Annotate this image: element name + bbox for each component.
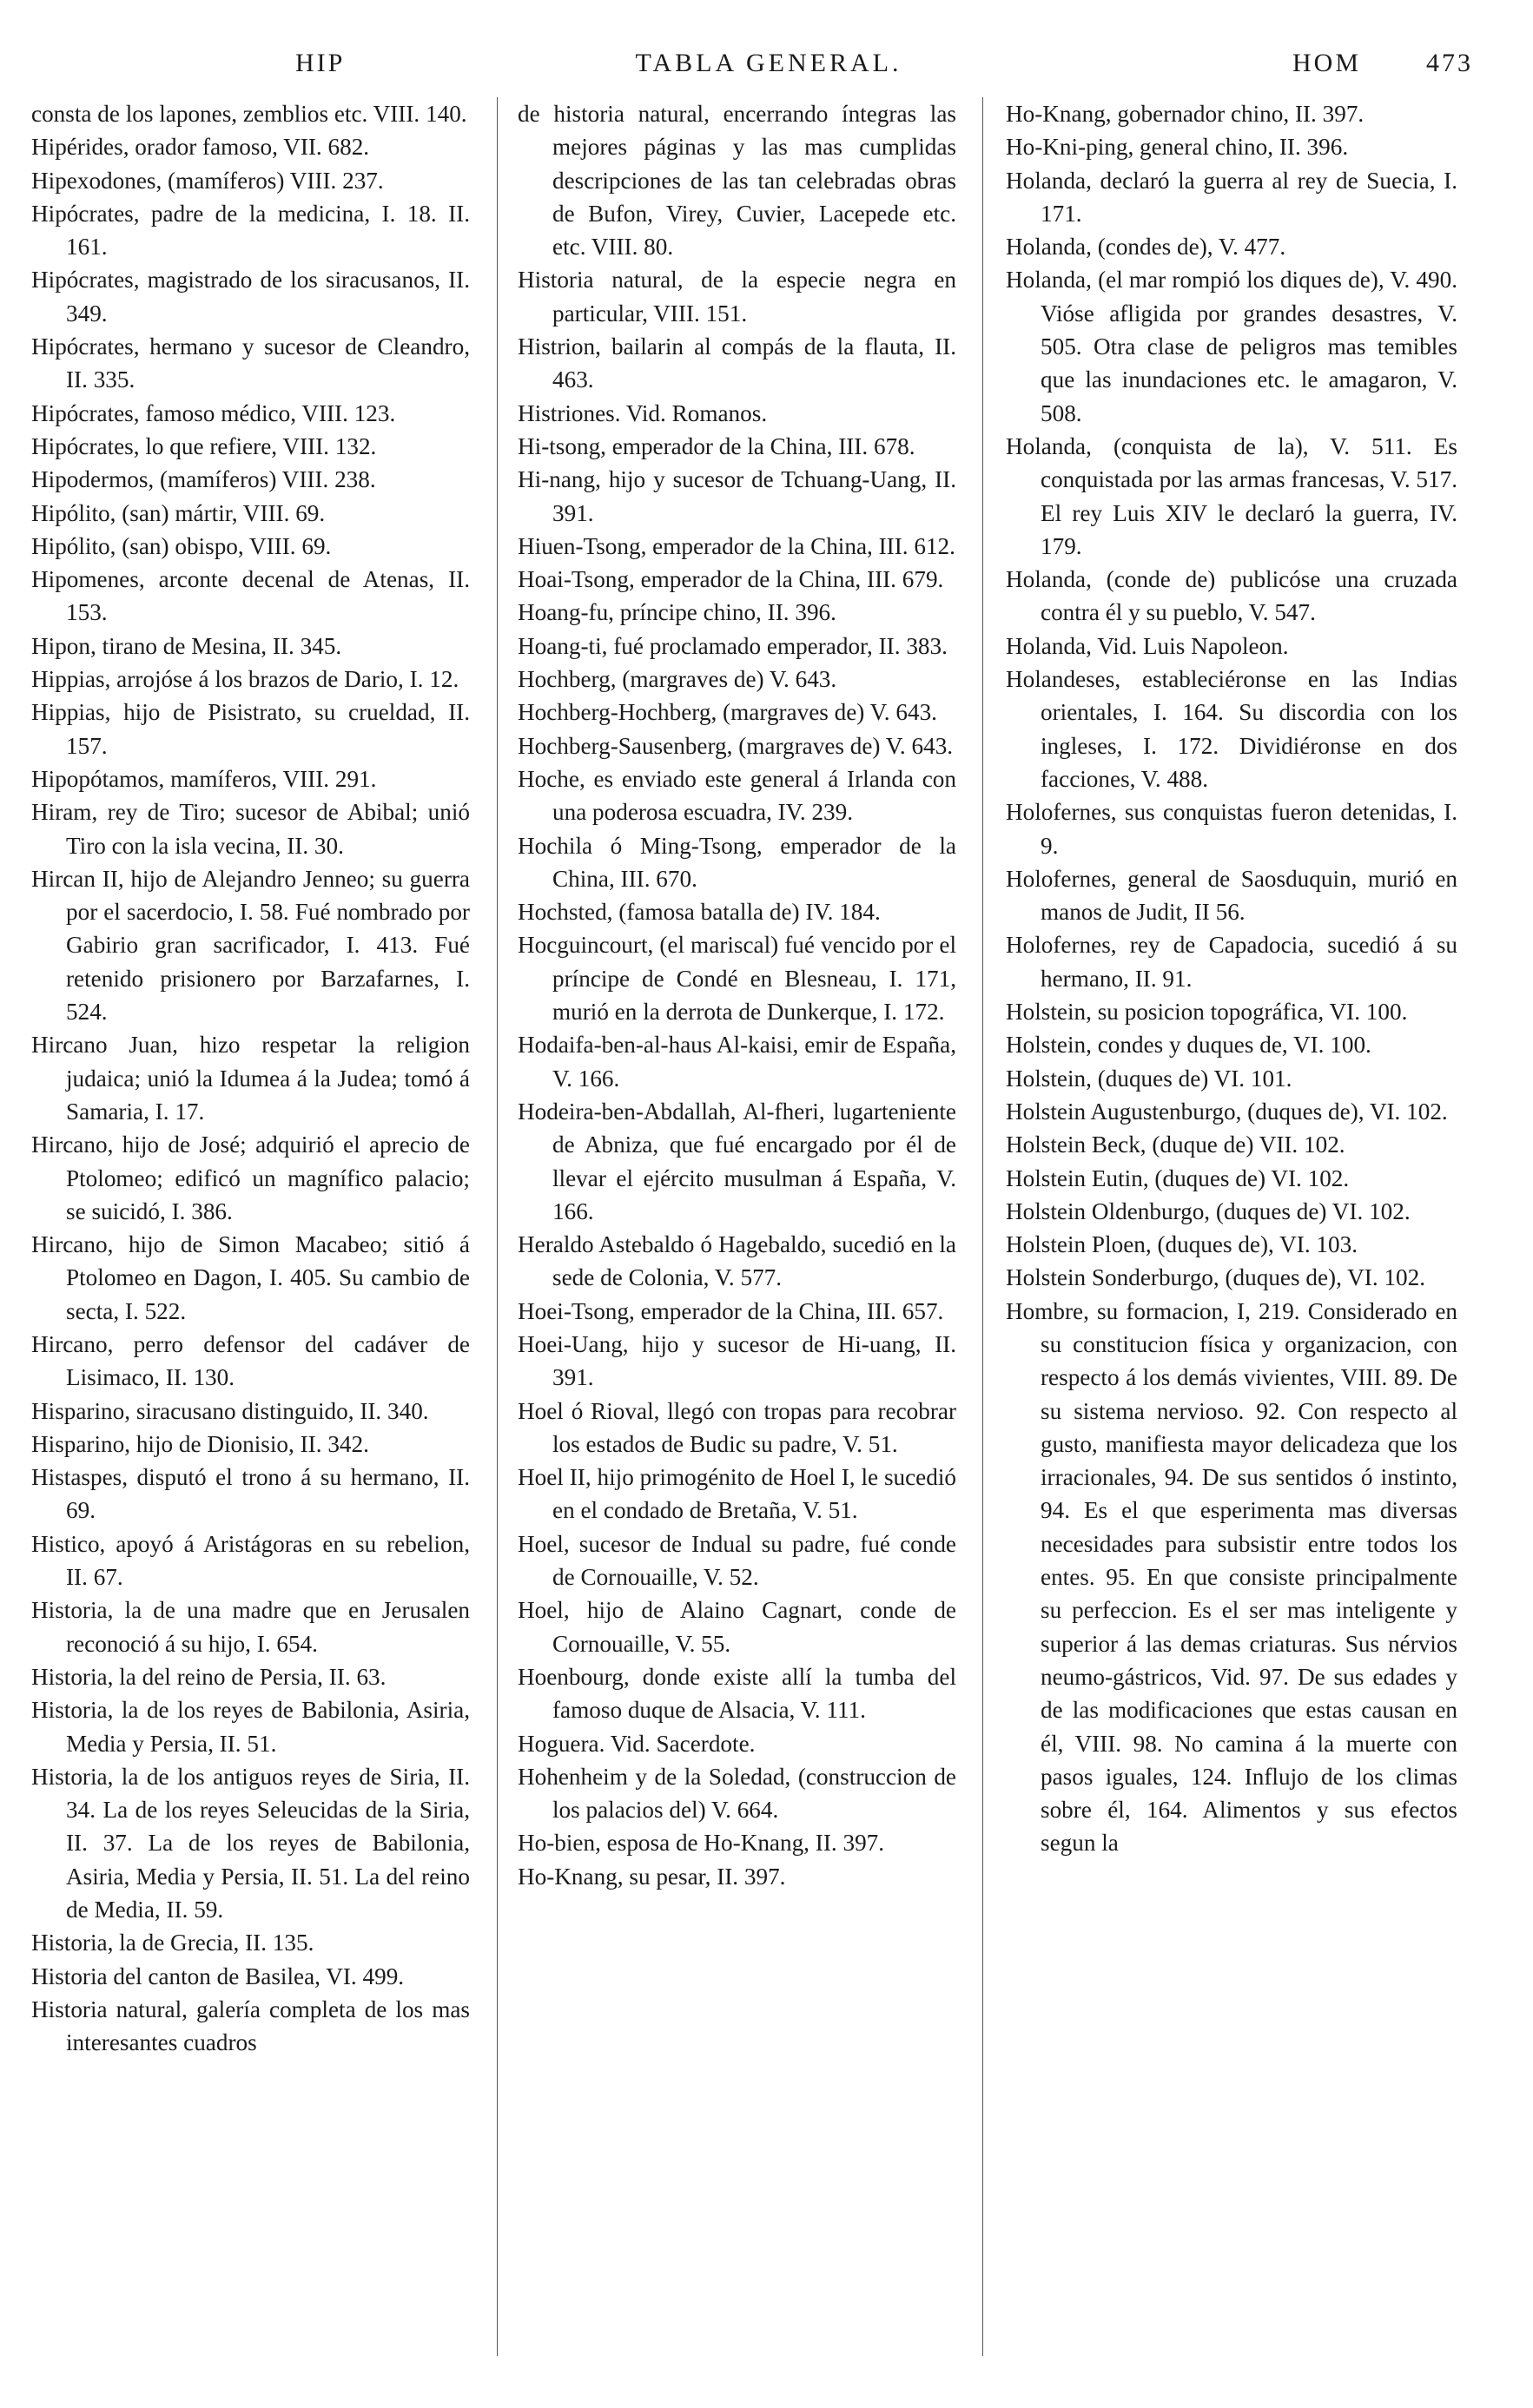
- index-entry: Holstein, condes y duques de, VI. 100.: [1006, 1032, 1371, 1059]
- index-entry: Holstein, su posicion topográfica, VI. 100.: [1006, 999, 1408, 1026]
- index-entry: Hipérides, orador famoso, VII. 682.: [31, 134, 370, 161]
- index-entry: Historia natural, galería completa de los mas interesantes cuadros: [31, 1996, 470, 2056]
- index-entry: Hipodermos, (mamíferos) VIII. 238.: [31, 466, 376, 493]
- index-entry: Hipócrates, magistrado de los siracusanos, II. 349.: [31, 267, 470, 327]
- index-entry: Hoei-Tsong, emperador de la China, III. 657.: [518, 1297, 944, 1324]
- index-entry: Hippias, arrojóse á los brazos de Dario, I. 12.: [31, 666, 459, 693]
- index-entry: Holstein Ploen, (duques de), VI. 103.: [1006, 1231, 1358, 1258]
- index-entry: Hircan II, hijo de Alejandro Jenneo; su guerra por el sacerdocio, I. 58. Fué nombrado por Gabirio gran sacrificador, I. 413. Fué retenido prisionero por Barzafarnes, I. 524.: [31, 865, 470, 1026]
- index-entry: Ho-bien, esposa de Ho-Knang, II. 397.: [518, 1830, 885, 1857]
- index-entry: Histaspes, disputó el trono á su hermano, II. 69.: [31, 1464, 470, 1524]
- index-entry: Holofernes, sus conquistas fueron detenidas, I. 9.: [1006, 799, 1457, 859]
- header-right-keyword: HOM: [1292, 49, 1362, 77]
- header-left-keyword: HIP: [295, 49, 346, 77]
- index-entry: Holstein Sonderburgo, (duques de), VI. 102.: [1006, 1264, 1426, 1291]
- index-entry: Holstein Oldenburgo, (duques de) VI. 102.: [1006, 1197, 1411, 1224]
- index-entry: Hircano, perro defensor del cadáver de Lisimaco, II. 130.: [31, 1330, 470, 1391]
- index-entry: Hocguincourt, (el mariscal) fué vencido por el príncipe de Condé en Blesneau, I. 171, murió en la derrota de Dunkerque, I. 172.: [518, 932, 956, 1026]
- index-entry: Hochberg-Hochberg, (margraves de) V. 643.: [518, 699, 937, 726]
- index-entry: Hodaifa-ben-al-haus Al-kaisi, emir de España, V. 166.: [518, 1032, 956, 1092]
- index-entry: Historia, la de una madre que en Jerusalen reconoció á su hijo, I. 654.: [31, 1597, 470, 1657]
- index-entry: Hochila ó Ming-Tsong, emperador de la China, III. 670.: [518, 832, 956, 892]
- index-entry: Hipólito, (san) mártir, VIII. 69.: [31, 499, 326, 526]
- index-entry: Hombre, su formacion, I, 219. Considerado en su constitucion física y organizacion, con respecto á los demás vivientes, VIII. 89. De su sistema nervioso. 92. Con respecto al gusto, manifiesta mayor delicadeza que los irracionales, 94. De sus sentidos ó instinto, 94. Es el que esperimenta mas diversas necesidades para subsistir entre todos los entes. 95. En que consiste principalmente su perfeccion. Es el ser mas inteligente y superior á las demas criaturas. Sus nérvios neumo-gástricos, Vid. 97. De sus edades y de las modificaciones que estas causan en él, VIII. 98. No camina á la muerte con pasos iguales, 124. Influjo de los climas sobre él, 164. Alimentos y sus efectos segun la: [1006, 1297, 1457, 1857]
- index-entry: Hipopótamos, mamíferos, VIII. 291.: [31, 765, 377, 792]
- index-entry: Hoel, hijo de Alaino Cagnart, conde de Cornouaille, V. 55.: [518, 1597, 956, 1657]
- index-entry: Hoenbourg, donde existe allí la tumba del famoso duque de Alsacia, V. 111.: [518, 1663, 956, 1724]
- index-entry: Hoche, es enviado este general á Irlanda con una poderosa escuadra, IV. 239.: [518, 765, 956, 826]
- index-entry: Holstein Augustenburgo, (duques de), VI. 102.: [1006, 1098, 1448, 1125]
- index-entry: de historia natural, encerrando íntegras las mejores páginas y las mas cumplidas descripciones de las tan celebradas obras de Bufon, Virey, Cuvier, Lacepede etc. etc. VIII. 80.: [518, 101, 956, 261]
- index-entry: Historia del canton de Basilea, VI. 499.: [31, 1963, 405, 1989]
- index-entry: Hoang-ti, fué proclamado emperador, II. 383.: [518, 632, 948, 659]
- index-entry: Hoguera. Vid. Sacerdote.: [518, 1730, 756, 1757]
- index-entry: Hoel, sucesor de Indual su padre, fué conde de Cornouaille, V. 52.: [518, 1530, 956, 1591]
- index-entry: Holanda, (el mar rompió los diques de), V. 490. Vióse afligida por grandes desastres, V. 505. Otra clase de peligros mas temibles que las inundaciones etc. le amagaron, V. 508.: [1006, 267, 1457, 426]
- index-entry: Hipócrates, famoso médico, VIII. 123.: [31, 399, 396, 426]
- page-number: 473: [1426, 49, 1473, 77]
- index-entry: Holandeses, estableciéronse en las Indias orientales, I. 164. Su discordia con los ingleses, I. 172. Dividiéronse en dos facciones, V. 488.: [1006, 666, 1457, 792]
- index-entry: Hipomenes, arconte decenal de Atenas, II. 153.: [31, 566, 470, 626]
- index-entry: Holstein, (duques de) VI. 101.: [1006, 1065, 1292, 1092]
- index-column-1: [31, 97, 470, 2365]
- index-entry: Histico, apoyó á Aristágoras en su rebelion, II. 67.: [31, 1530, 470, 1591]
- index-entry: Holofernes, general de Saosduquin, murió en manos de Judit, II 56.: [1006, 865, 1457, 926]
- index-entry: Heraldo Astebaldo ó Hagebaldo, sucedió en la sede de Colonia, V. 577.: [518, 1231, 956, 1291]
- index-entry: Historia, la de los reyes de Babilonia, Asiria, Media y Persia, II. 51.: [31, 1697, 470, 1757]
- running-header: [0, 42, 1533, 94]
- index-entry: Holanda, (conde de) publicóse una cruzada contra él y su pueblo, V. 547.: [1006, 566, 1457, 626]
- index-entry: Histrion, bailarin al compás de la flauta, II. 463.: [518, 333, 956, 393]
- index-entry: Histriones. Vid. Romanos.: [518, 399, 768, 426]
- index-entry: Hisparino, hijo de Dionisio, II. 342.: [31, 1430, 369, 1457]
- index-entry: Holanda, Vid. Luis Napoleon.: [1006, 632, 1289, 659]
- index-entry: Historia, la del reino de Persia, II. 63.: [31, 1663, 387, 1690]
- index-column-2: [518, 97, 956, 2365]
- index-entry: Holstein Eutin, (duques de) VI. 102.: [1006, 1164, 1350, 1191]
- index-entry: Hoei-Uang, hijo y sucesor de Hi-uang, II. 391.: [518, 1330, 956, 1391]
- index-entry: Hi-tsong, emperador de la China, III. 678.: [518, 432, 915, 459]
- index-entry: Hochberg, (margraves de) V. 643.: [518, 666, 837, 693]
- index-entry: Hoang-fu, príncipe chino, II. 396.: [518, 599, 836, 626]
- index-entry: Hippias, hijo de Pisistrato, su crueldad, II. 157.: [31, 699, 470, 759]
- index-entry: Hohenheim y de la Soledad, (construccion de los palacios del) V. 664.: [518, 1763, 956, 1824]
- index-entry: Hiram, rey de Tiro; sucesor de Abibal; unió Tiro con la isla vecina, II. 30.: [31, 799, 470, 859]
- index-entry: Hoai-Tsong, emperador de la China, III. 679.: [518, 566, 944, 593]
- index-entry: Hi-nang, hijo y sucesor de Tchuang-Uang, II. 391.: [518, 466, 956, 526]
- index-entry: Hochberg-Sausenberg, (margraves de) V. 643.: [518, 732, 954, 759]
- index-entry: Holstein Beck, (duque de) VII. 102.: [1006, 1131, 1345, 1158]
- index-entry: Holanda, (conquista de la), V. 511. Es conquistada por las armas francesas, V. 517. El rey Luis XIV le declaró la guerra, IV. 179.: [1006, 432, 1457, 559]
- index-entry: Hoel II, hijo primogénito de Hoel I, le sucedió en el condado de Bretaña, V. 51.: [518, 1464, 956, 1524]
- index-entry: Hiuen-Tsong, emperador de la China, III. 612.: [518, 532, 955, 559]
- index-entry: Hochsted, (famosa batalla de) IV. 184.: [518, 899, 881, 926]
- index-entry: Historia, la de Grecia, II. 135.: [31, 1930, 314, 1956]
- index-entry: Hipócrates, lo que refiere, VIII. 132.: [31, 432, 377, 459]
- index-entry: Hipon, tirano de Mesina, II. 345.: [31, 632, 342, 659]
- index-entry: Hircano Juan, hizo respetar la religion judaica; unió la Idumea á la Judea; tomó á Samaria, I. 17.: [31, 1032, 470, 1125]
- index-entry: Historia, la de los antiguos reyes de Siria, II. 34. La de los reyes Seleucidas de la Siria, II. 37. La de los reyes de Babilonia, Asiria, Media y Persia, II. 51. La del reino de Media, II. 59.: [31, 1763, 470, 1923]
- index-entry: Holofernes, rey de Capadocia, sucedió á su hermano, II. 91.: [1006, 932, 1457, 992]
- index-entry: Ho-Kni-ping, general chino, II. 396.: [1006, 134, 1349, 161]
- header-title: TABLA GENERAL.: [635, 49, 902, 77]
- column-divider: [982, 97, 983, 2356]
- index-entry: Hodeira-ben-Abdallah, Al-fheri, lugarteniente de Abniza, que fué encargado por él de llevar el ejército musulman á España, V. 166.: [518, 1098, 956, 1224]
- index-entry: Hipexodones, (mamíferos) VIII. 237.: [31, 167, 384, 194]
- index-entry: Hipócrates, hermano y sucesor de Cleandro, II. 335.: [31, 333, 470, 393]
- index-entry: Historia natural, de la especie negra en particular, VIII. 151.: [518, 267, 956, 327]
- column-divider: [497, 97, 498, 2356]
- index-entry: Hoel ó Rioval, llegó con tropas para recobrar los estados de Budic su padre, V. 51.: [518, 1397, 956, 1457]
- index-entry: Holanda, (condes de), V. 477.: [1006, 234, 1286, 261]
- index-entry: Hisparino, siracusano distinguido, II. 340.: [31, 1397, 429, 1424]
- index-entry: Hircano, hijo de Simon Macabeo; sitió á Ptolomeo en Dagon, I. 405. Su cambio de secta, I. 522.: [31, 1231, 470, 1324]
- index-column-3: [1006, 97, 1457, 2365]
- index-entry: Hircano, hijo de José; adquirió el aprecio de Ptolomeo; edificó un magnífico palacio; se suicidó, I. 386.: [31, 1131, 470, 1224]
- index-entry: Ho-Knang, gobernador chino, II. 397.: [1006, 101, 1365, 127]
- index-entry: Holanda, declaró la guerra al rey de Suecia, I. 171.: [1006, 167, 1457, 227]
- index-entry: Ho-Knang, su pesar, II. 397.: [518, 1863, 786, 1890]
- index-entry: Hipólito, (san) obispo, VIII. 69.: [31, 532, 332, 559]
- index-entry: consta de los lapones, zemblios etc. VIII. 140.: [31, 101, 467, 127]
- index-entry: Hipócrates, padre de la medicina, I. 18. II. 161.: [31, 200, 470, 261]
